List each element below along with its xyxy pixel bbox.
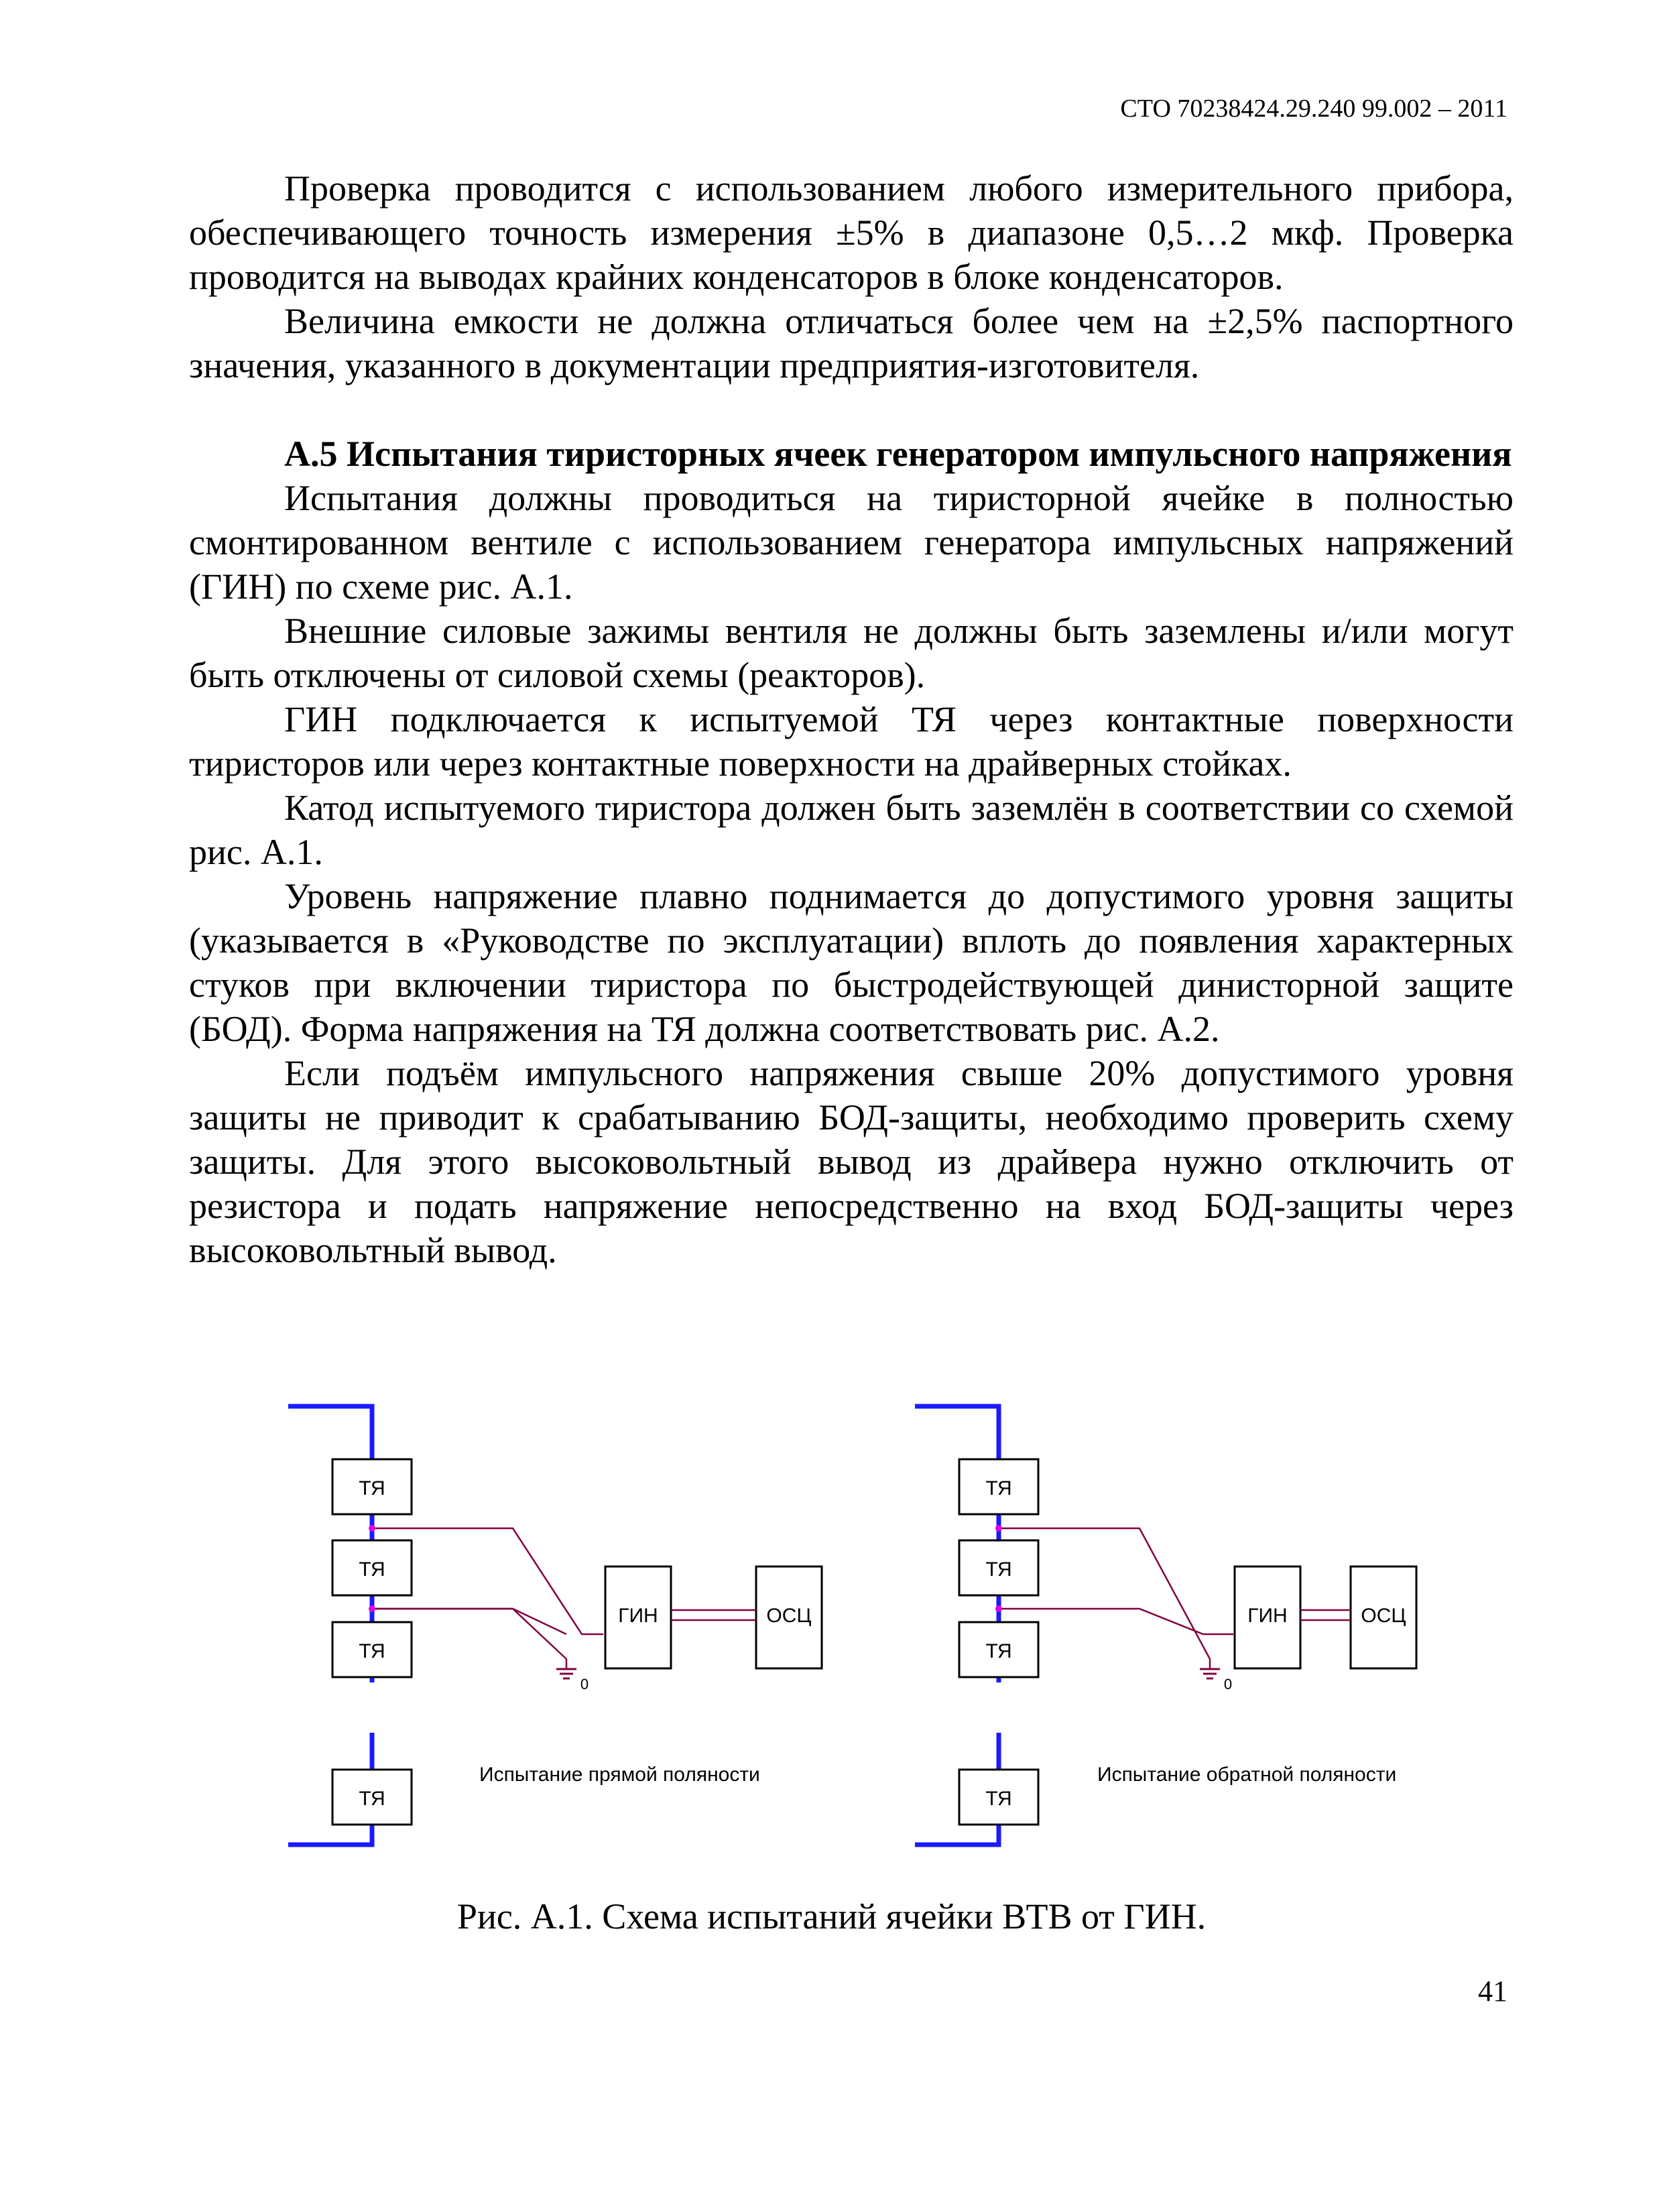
oscilloscope-label: ОСЦ: [766, 1605, 812, 1627]
reverse-polarity-scheme: [915, 1406, 1416, 1845]
document-code-header: СТО 70238424.29.240 99.002 – 2011: [1120, 95, 1507, 123]
paragraph: Катод испытуемого тиристора должен быть заземлён в соответствии со схемой рис. А.1.: [189, 788, 1514, 872]
paragraph: ГИН подключается к испытуемой ТЯ через контактные поверхности тиристоров или через контактные поверхности на драйверных стойках.: [189, 699, 1514, 784]
gin-label: ГИН: [618, 1605, 658, 1627]
valve-bus-top: [915, 1406, 999, 1459]
tap-point: [995, 1605, 1002, 1612]
paragraph: Уровень напряжение плавно поднимается до допустимого уровня защиты (указывается в «Руководстве по эксплуатации) вплоть до появления характерных стуков при включении тиристора по быстродействующей динисторной защите (БОД). Форма напряжения на ТЯ должна соответствовать рис. А.2.: [189, 876, 1514, 1049]
section-heading: А.5 Испытания тиристорных ячеек генератором импульсного напряжения: [284, 434, 1512, 474]
ground-label: 0: [1223, 1676, 1233, 1693]
tap-point: [369, 1605, 375, 1612]
thyristor-cell-label: ТЯ: [359, 1640, 385, 1662]
oscilloscope-label: ОСЦ: [1361, 1605, 1406, 1627]
thyristor-cell-label: ТЯ: [359, 1477, 385, 1499]
paragraph: Величина емкости не должна отличаться более чем на ±2,5% паспортного значения, указанного в документации предприятия-изготовителя.: [189, 301, 1514, 385]
test-circuit-figure: [282, 1394, 1434, 1863]
right-scheme-title: Испытание обратной поляности: [1097, 1764, 1397, 1786]
left-scheme-title: Испытание прямой поляности: [479, 1764, 760, 1786]
forward-polarity-scheme: [288, 1406, 822, 1845]
valve-bus-top: [288, 1406, 372, 1459]
figure-caption: Рис. А.1. Схема испытаний ячейки ВТВ от ГИН.: [456, 1896, 1207, 1937]
paragraph: Проверка проводится с использованием любого измерительного прибора, обеспечивающего точность измерения ±5% в диапазоне 0,5…2 мкф. Проверка проводится на выводах крайних конденсаторов в блоке конденсаторов.: [189, 168, 1514, 297]
thyristor-cell-label: ТЯ: [359, 1558, 385, 1581]
page-number: 41: [1478, 1975, 1507, 2008]
tap-point: [995, 1525, 1002, 1532]
ground-label: 0: [580, 1676, 589, 1693]
paragraph: Испытания должны проводиться на тиристорной ячейке в полностью смонтированном вентиле с использованием генератора импульсных напряжений (ГИН) по схеме рис. А.1.: [189, 478, 1514, 607]
gin-label: ГИН: [1247, 1605, 1288, 1627]
thyristor-cell-label: ТЯ: [985, 1558, 1012, 1581]
body-text: [189, 166, 1514, 1272]
thyristor-cell-label: ТЯ: [985, 1640, 1012, 1662]
thyristor-cell-label: ТЯ: [985, 1477, 1012, 1499]
tap-point: [369, 1525, 375, 1532]
thyristor-cell-label: ТЯ: [359, 1788, 385, 1810]
paragraph: Внешние силовые зажимы вентиля не должны быть заземлены и/или могут быть отключены от силовой схемы (реакторов).: [189, 611, 1514, 695]
paragraph: Если подъём импульсного напряжения свыше 20% допустимого уровня защиты не приводит к срабатыванию БОД-защиты, необходимо проверить схему защиты. Для этого высоковольтный вывод из драйвера нужно отключить от резистора и подать напряжение непосредственно на вход БОД-защиты через высоковольтный вывод.: [189, 1053, 1514, 1270]
thyristor-cell-label: ТЯ: [985, 1788, 1012, 1810]
